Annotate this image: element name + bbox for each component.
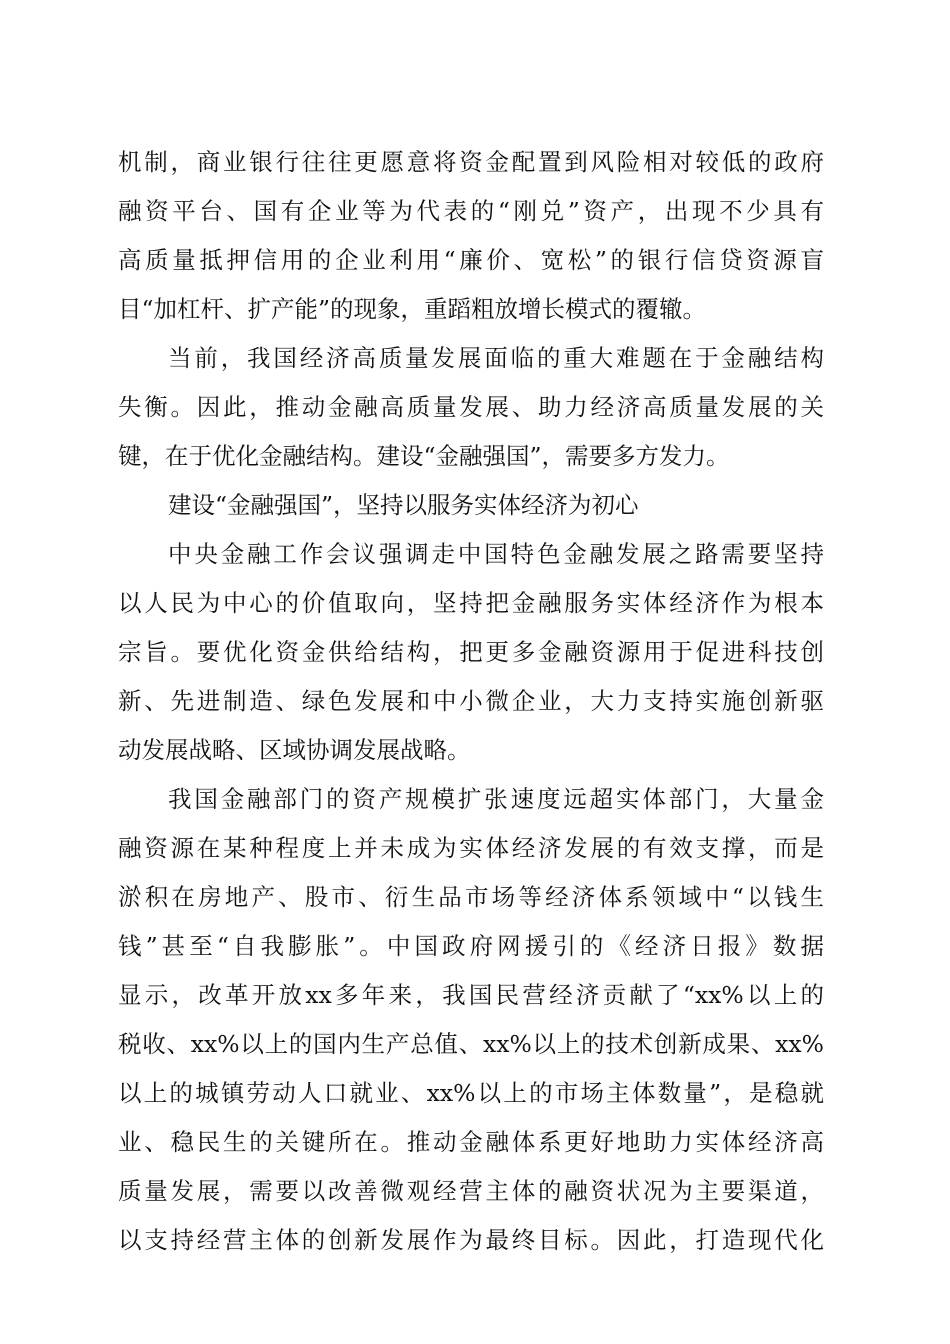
text-line: 我国金融部门的资产规模扩张速度远超实体部门，大量金: [168, 785, 824, 813]
body-text: [118, 138, 824, 1265]
text-line: 质量发展，需要以改善微观经营主体的融资状况为主要渠道，: [118, 1177, 824, 1205]
text-line: 税收、xx%以上的国内生产总值、xx%以上的技术创新成果、xx%: [118, 1030, 824, 1058]
text-line: 目“加杠杆、扩产能”的现象，重蹈粗放增长模式的覆辙。: [118, 295, 707, 323]
text-line: 融资源在某种程度上并未成为实体经济发展的有效支撑，而是: [118, 834, 824, 862]
text-line: 中央金融工作会议强调走中国特色金融发展之路需要坚持: [168, 540, 824, 568]
text-line: 宗旨。要优化资金供给结构，把更多金融资源用于促进科技创: [118, 638, 824, 666]
text-line: 显示，改革开放xx多年来，我国民营经济贡献了“xx%以上的: [118, 981, 824, 1009]
text-line: 业、稳民生的关键所在。推动金融体系更好地助力实体经济高: [118, 1128, 824, 1156]
text-line: 动发展战略、区域协调发展战略。: [118, 736, 471, 764]
text-line: 失衡。因此，推动金融高质量发展、助力经济高质量发展的关: [118, 393, 824, 421]
text-line: 融资平台、国有企业等为代表的“刚兑”资产，出现不少具有: [118, 197, 824, 225]
text-line: 新、先进制造、绿色发展和中小微企业，大力支持实施创新驱: [118, 687, 824, 715]
text-line: 淤积在房地产、股市、衍生品市场等经济体系领域中“以钱生: [118, 883, 824, 911]
text-line: 当前，我国经济高质量发展面临的重大难题在于金融结构: [168, 344, 824, 372]
text-line: 以人民为中心的价值取向，坚持把金融服务实体经济作为根本: [118, 589, 824, 617]
text-line: 以支持经营主体的创新发展作为最终目标。因此，打造现代化: [118, 1226, 824, 1254]
section-heading: 建设“金融强国”，坚持以服务实体经济为初心: [168, 491, 639, 519]
text-line: 键，在于优化金融结构。建设“金融强国”，需要多方发力。: [118, 442, 730, 470]
text-line: 机制，商业银行往往更愿意将资金配置到风险相对较低的政府: [118, 148, 824, 176]
text-line: 钱”甚至“自我膨胀”。中国政府网援引的《经济日报》数据: [118, 932, 824, 960]
text-line: 高质量抵押信用的企业利用“廉价、宽松”的银行信贷资源盲: [118, 246, 824, 274]
text-line: 以上的城镇劳动人口就业、xx%以上的市场主体数量”，是稳就: [118, 1079, 824, 1107]
